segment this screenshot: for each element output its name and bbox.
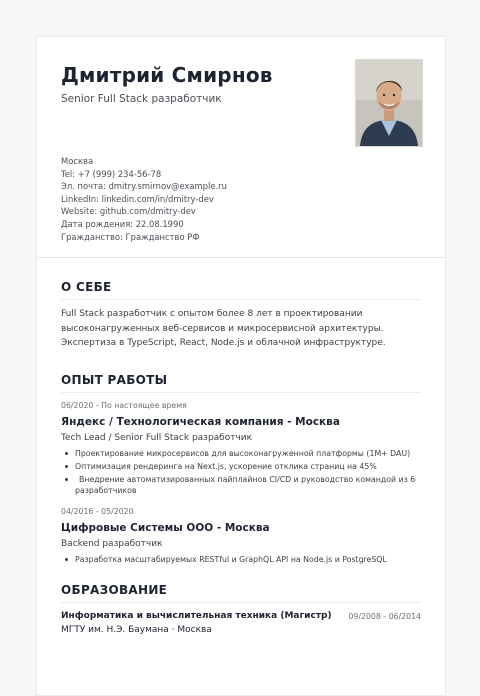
candidate-title: Senior Full Stack разработчик [61,93,222,105]
job-bullet: Оптимизация рендеринга на Next.js, ускорение отклика страниц на 45% [75,461,421,473]
job-dates: 06/2020 - По настоящее время [61,400,187,410]
job-bullets [61,554,421,566]
about-heading: О СЕБЕ [61,280,421,300]
contact-birthdate: Дата рождения: 22.08.1990 [61,218,184,229]
profile-photo [355,59,423,147]
education-entry [61,611,421,635]
contact-email: Эл. почта: dmitry.smirnov@example.ru [61,181,227,192]
candidate-name: Дмитрий Смирнов [61,63,273,87]
experience-heading: ОПЫТ РАБОТЫ [61,373,421,393]
job-entry [61,401,421,497]
job-bullet: Проектирование микросервисов для высоконагруженной платформы (1M+ DAU) [75,448,421,460]
job-bullet-text: Внедрение автоматизированных пайплайнов CI/CD и руководство командой из 6 разработчиков [75,474,416,496]
job-bullet: Разработка масштабируемых RESTful и GraphQL API на Node.js и PostgreSQL [75,554,421,566]
education-dates: 09/2008 - 06/2014 [348,612,421,622]
job-company: Цифровые Системы ООО - Москва [61,521,270,534]
about-section [37,280,445,351]
education-heading: ОБРАЗОВАНИЕ [61,583,421,603]
about-text: Full Stack разработчик с опытом более 8 лет в проектировании высоконагруженных веб-сервисов и микросервисной архитектуры. Экспертиза в TypeScript, React, Node.js и облачной инфраструктуре. [61,309,386,349]
contact-info [61,155,421,243]
job-role: Tech Lead / Senior Full Stack разработчик [61,432,253,443]
contact-city: Москва [61,156,94,166]
contact-citizenship: Гражданство: Гражданство РФ [61,231,200,242]
job-bullet [65,474,421,497]
job-role: Backend разработчик [61,538,163,549]
profile-photo-image [356,60,422,146]
education-degree: Информатика и вычислительная техника (Магистр) [61,611,332,622]
job-company: Яндекс / Технологическая компания - Москва [61,415,340,428]
contact-phone: Tel: +7 (999) 234-56-78 [61,168,162,179]
header-divider [37,257,445,258]
contact-linkedin: LinkedIn: linkedin.com/in/dmitry-dev [61,193,214,204]
job-entry [61,507,421,566]
education-school: МГТУ им. Н.Э. Баумана · Москва [61,625,212,636]
resume-page [36,36,446,696]
education-section [37,583,445,635]
job-dates: 04/2016 - 05/2020 [61,506,134,516]
job-bullets [61,448,421,497]
experience-section [37,373,445,566]
resume-header [37,37,445,257]
contact-website: Website: github.com/dmitry-dev [61,206,196,217]
